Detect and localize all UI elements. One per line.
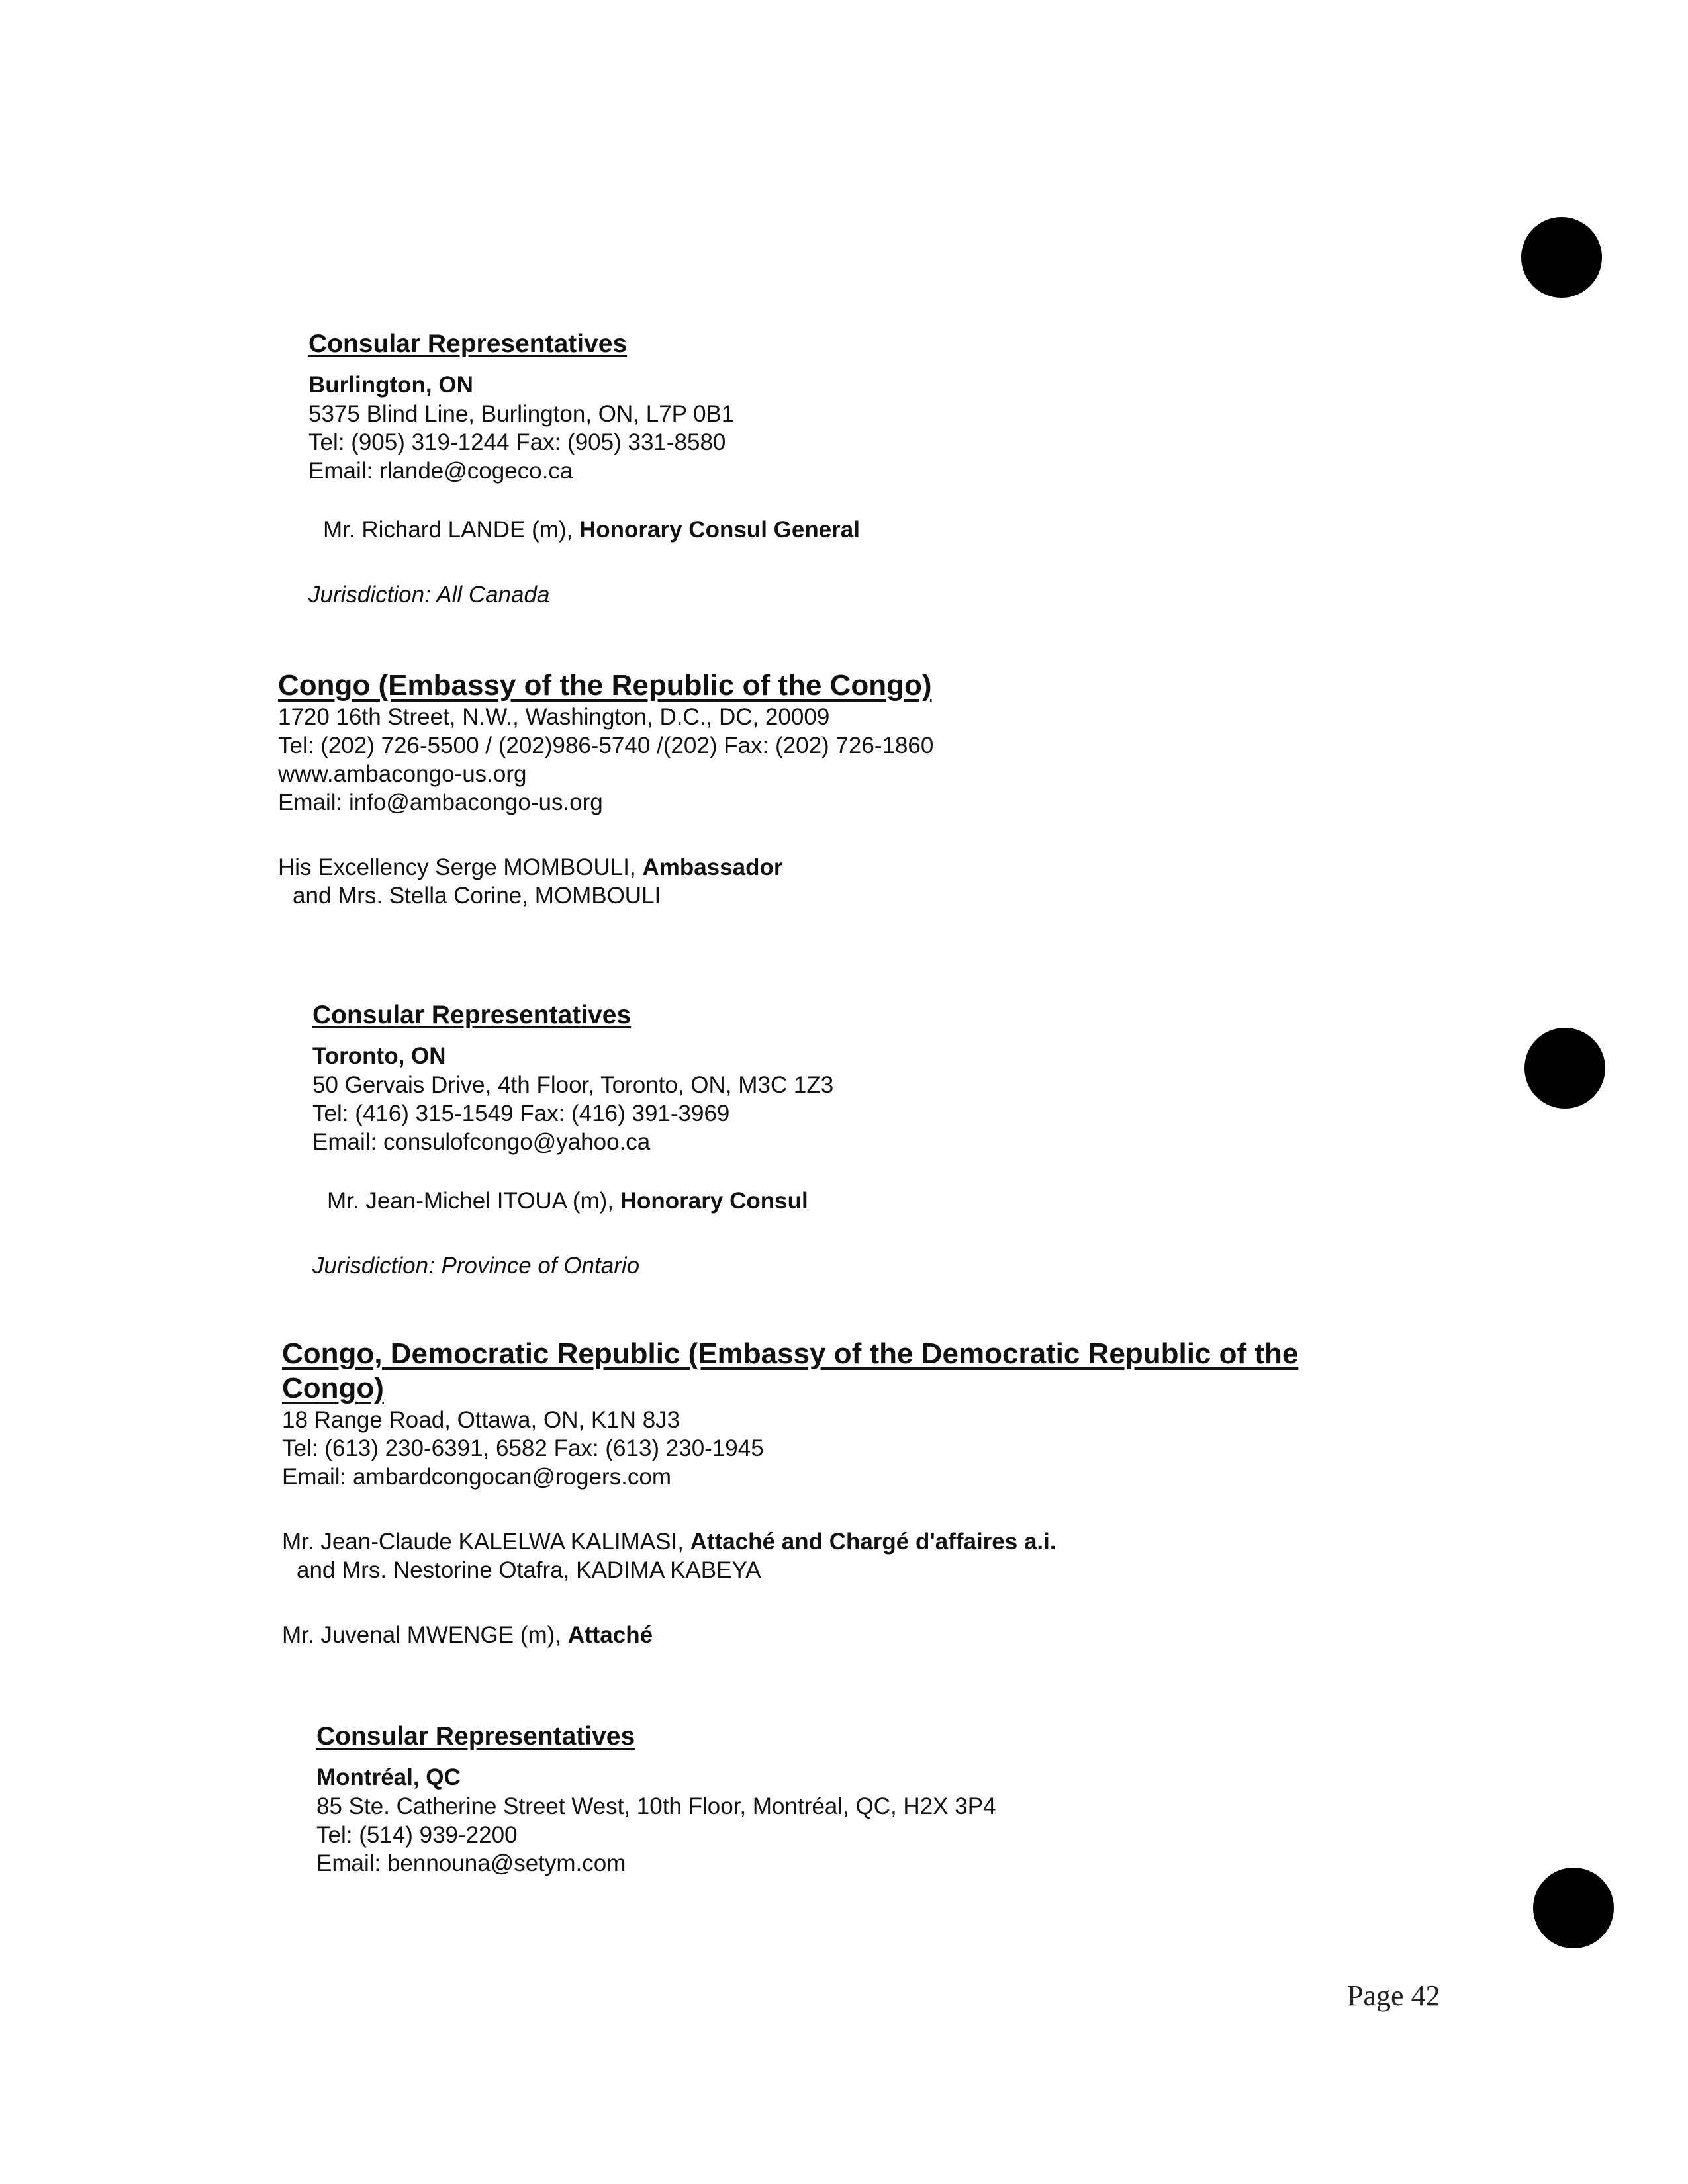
embassy-heading: Congo (Embassy of the Republic of the Congo) — [278, 669, 932, 702]
city-name: Burlington, ON — [308, 372, 473, 398]
embassy-section-congo — [278, 668, 1370, 910]
consular-heading: Consular Representatives — [308, 330, 628, 358]
phone-fax: Tel: (905) 319-1244 Fax: (905) 331-8580 — [308, 430, 726, 455]
consular-section-burlington — [308, 328, 1401, 609]
address: 85 Ste. Catherine Street West, 10th Floor, Montréal, QC, H2X 3P4 — [316, 1794, 996, 1819]
spouse: and Mrs. Stella Corine, MOMBOULI — [293, 883, 661, 909]
address: 18 Range Road, Ottawa, ON, K1N 8J3 — [282, 1407, 680, 1433]
embassy-heading-line1: Congo, Democratic Republic (Embassy of the Democratic Republic of the — [282, 1338, 1299, 1370]
representative-title: Honorary Consul General — [579, 517, 860, 543]
email: Email: info@ambacongo-us.org — [278, 790, 603, 815]
jurisdiction: Jurisdiction: All Canada — [308, 582, 550, 608]
representative-name: Mr. Richard LANDE (m), — [323, 517, 579, 543]
consular-heading: Consular Representatives — [316, 1722, 635, 1751]
attache-name: Mr. Juvenal MWENGE (m), — [282, 1622, 568, 1648]
city-name: Montréal, QC — [316, 1764, 461, 1790]
jurisdiction: Jurisdiction: Province of Ontario — [312, 1253, 640, 1279]
attache — [282, 1621, 1407, 1649]
representative — [308, 516, 1401, 544]
phone-fax: Tel: (613) 230-6391, 6582 Fax: (613) 230-1945 — [282, 1435, 764, 1461]
page-number: Page 42 — [1347, 1979, 1440, 2012]
attache-title: Attaché — [567, 1622, 653, 1648]
email: Email: bennouna@setym.com — [316, 1850, 626, 1876]
consular-section-montreal — [316, 1721, 1409, 1878]
consular-heading: Consular Representatives — [312, 1001, 632, 1029]
embassy-section-drc — [282, 1337, 1407, 1649]
email: Email: rlande@cogeco.ca — [308, 458, 573, 484]
ambassador-name: His Excellency Serge MOMBOULI, — [278, 854, 643, 880]
charge-name: Mr. Jean-Claude KALELWA KALIMASI, — [282, 1529, 690, 1555]
address: 50 Gervais Drive, 4th Floor, Toronto, ON, M3C 1Z3 — [312, 1072, 834, 1098]
website: www.ambacongo-us.org — [278, 761, 527, 787]
punch-hole-middle — [1524, 1028, 1605, 1109]
spouse: and Mrs. Nestorine Otafra, KADIMA KABEYA — [297, 1557, 761, 1583]
phone-fax: Tel: (416) 315-1549 Fax: (416) 391-3969 — [312, 1101, 730, 1126]
city-name: Toronto, ON — [312, 1043, 446, 1069]
punch-hole-top — [1521, 217, 1602, 298]
embassy-heading-line2: Congo) — [282, 1372, 384, 1404]
punch-hole-bottom — [1533, 1868, 1614, 1948]
ambassador-title: Ambassador — [642, 854, 783, 880]
charge-d-affaires — [282, 1527, 1407, 1556]
email: Email: consulofcongo@yahoo.ca — [312, 1129, 651, 1155]
representative-name: Mr. Jean-Michel ITOUA (m), — [327, 1188, 620, 1214]
phone-fax: Tel: (202) 726-5500 / (202)986-5740 /(202) Fax: (202) 726-1860 — [278, 733, 934, 758]
phone: Tel: (514) 939-2200 — [316, 1822, 518, 1848]
consular-section-toronto — [312, 999, 1405, 1280]
charge-title: Attaché and Chargé d'affaires a.i. — [690, 1529, 1056, 1555]
ambassador — [278, 853, 1370, 882]
email: Email: ambardcongocan@rogers.com — [282, 1464, 672, 1490]
address: 5375 Blind Line, Burlington, ON, L7P 0B1 — [308, 401, 735, 427]
representative-title: Honorary Consul — [620, 1188, 808, 1214]
representative — [312, 1187, 1405, 1215]
address: 1720 16th Street, N.W., Washington, D.C., DC, 20009 — [278, 704, 830, 730]
